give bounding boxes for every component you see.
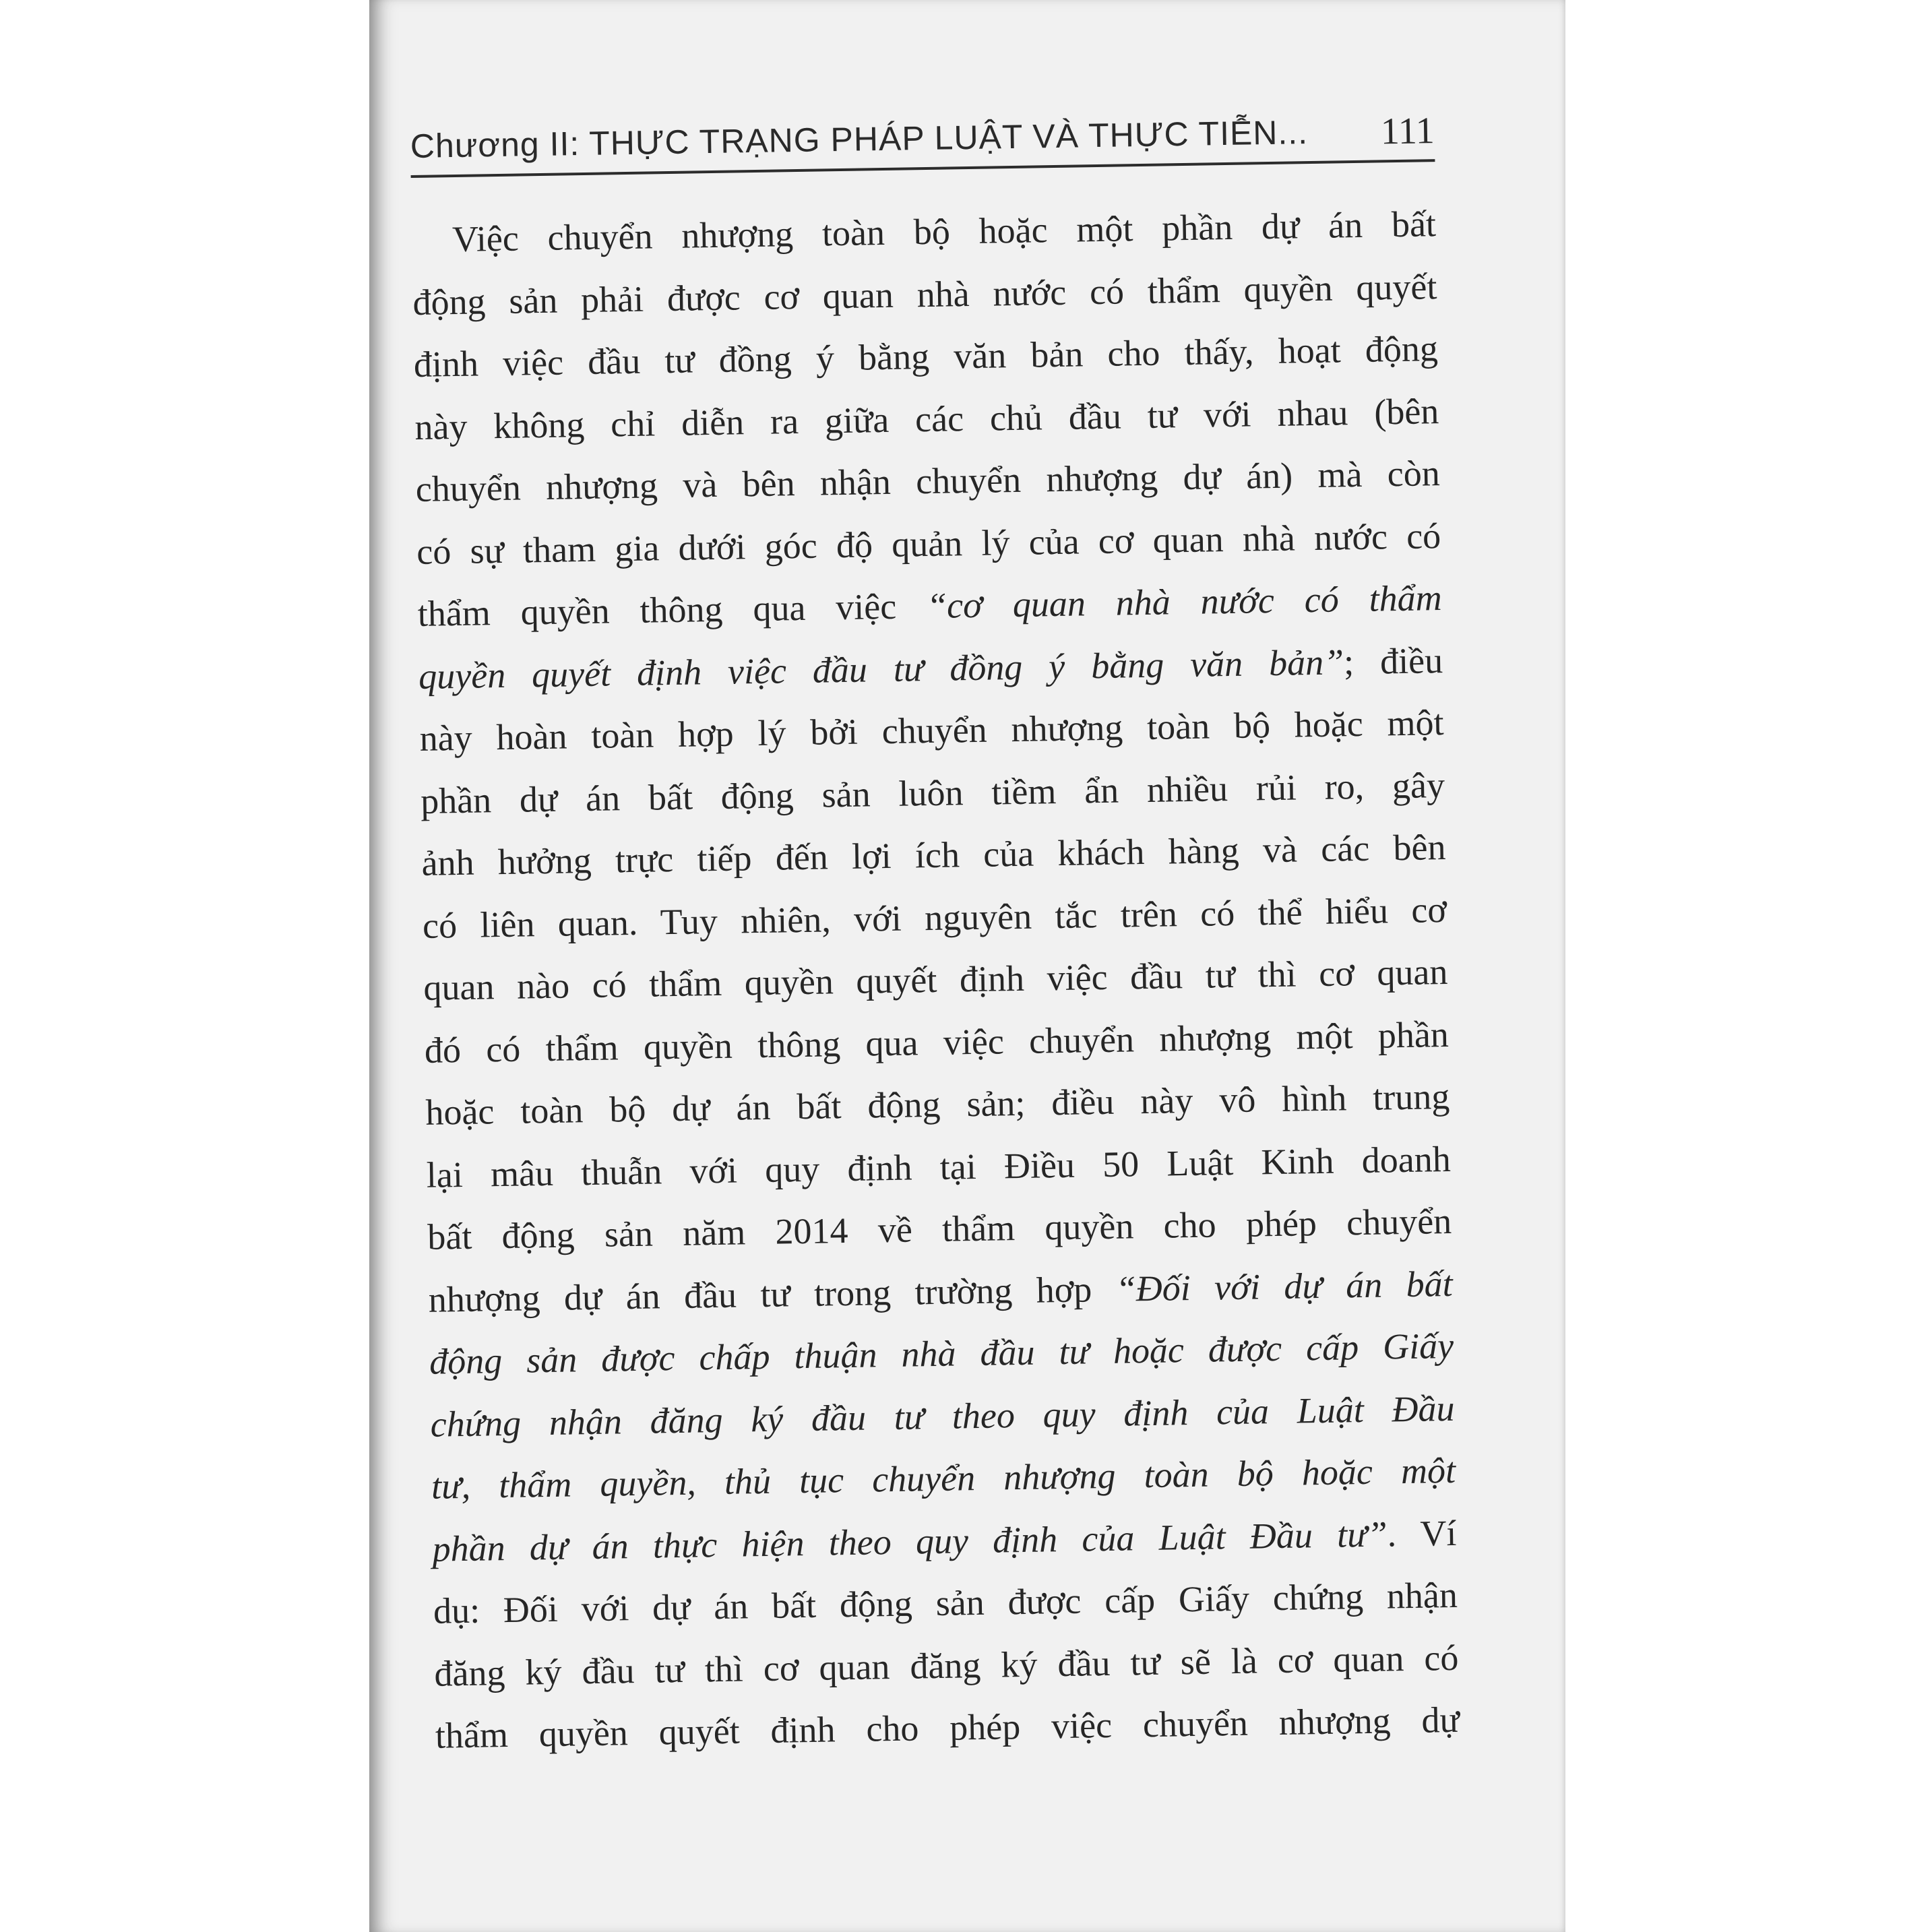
italic-quote-segment: phần dự án thực hiện theo quy định của Luật Đầu tư” xyxy=(432,1513,1388,1569)
text-segment: đăng ký đầu tư thì cơ quan đăng ký đầu tư sẽ là cơ quan có xyxy=(434,1637,1459,1694)
italic-quote-segment: “Đối với dự án bất xyxy=(1115,1263,1454,1309)
book-page xyxy=(369,0,1565,1932)
body-paragraph xyxy=(411,193,1460,1767)
text-segment: quan nào có thẩm quyền quyết định việc đầu tư thì cơ quan xyxy=(423,951,1448,1008)
text-segment: dụ: Đối với dự án bất động sản được cấp Giấy chứng nhận xyxy=(433,1574,1458,1631)
text-segment: định việc đầu tư đồng ý bằng văn bản cho thấy, hoạt động xyxy=(413,328,1439,385)
italic-quote-segment: động sản được chấp thuận nhà đầu tư hoặc được cấp Giấy xyxy=(429,1325,1454,1382)
text-segment: . Ví xyxy=(1387,1512,1457,1554)
text-segment: đó có thẩm quyền thông qua việc chuyển nhượng một phần xyxy=(424,1014,1450,1071)
text-segment: này không chỉ diễn ra giữa các chủ đầu tư với nhau (bên xyxy=(414,390,1439,447)
text-segment: động sản phải được cơ quan nhà nước có thẩm quyền quyết xyxy=(412,266,1437,323)
text-segment: có liên quan. Tuy nhiên, với nguyên tắc trên có thể hiểu cơ xyxy=(422,889,1447,946)
text-segment: Việc chuyển nhượng toàn bộ hoặc một phần dự án bất xyxy=(451,204,1437,260)
text-segment: ; điều xyxy=(1343,640,1443,682)
text-segment: thẩm quyền thông qua việc xyxy=(417,586,927,634)
page-number: 111 xyxy=(1380,110,1435,153)
italic-quote-segment: quyền quyết định việc đầu tư đồng ý bằng văn bản” xyxy=(418,641,1344,697)
text-segment: hoặc toàn bộ dự án bất động sản; điều này vô hình trung xyxy=(425,1076,1450,1133)
text-segment: bất động sản năm 2014 về thẩm quyền cho phép chuyển xyxy=(427,1200,1452,1257)
text-segment: ảnh hưởng trực tiếp đến lợi ích của khách hàng và các bên xyxy=(421,826,1446,883)
italic-quote-segment: tư, thẩm quyền, thủ tục chuyển nhượng toàn bộ hoặc một xyxy=(431,1450,1456,1507)
italic-quote-segment: chứng nhận đăng ký đầu tư theo quy định của Luật Đầu xyxy=(430,1388,1455,1445)
text-segment: phần dự án bất động sản luôn tiềm ẩn nhiều rủi ro, gây xyxy=(420,764,1445,821)
text-segment: lại mâu thuẫn với quy định tại Điều 50 Luật Kinh doanh xyxy=(426,1138,1452,1195)
italic-quote-segment: “cơ quan nhà nước có thẩm xyxy=(926,578,1443,627)
page-content xyxy=(410,92,1460,1767)
text-segment: nhượng dự án đầu tư trong trường hợp xyxy=(428,1268,1117,1320)
text-segment: có sự tham gia dưới góc độ quản lý của cơ quan nhà nước có xyxy=(416,515,1441,572)
running-title: Chương II: THỰC TRẠNG PHÁP LUẬT VÀ THỰC TIỄN... xyxy=(410,113,1309,165)
text-segment: thẩm quyền quyết định cho phép việc chuyển nhượng dự xyxy=(435,1699,1460,1756)
text-segment: chuyển nhượng và bên nhận chuyển nhượng dự án) mà còn xyxy=(415,453,1441,509)
text-segment: này hoàn toàn hợp lý bởi chuyển nhượng toàn bộ hoặc một xyxy=(419,702,1444,759)
running-header xyxy=(410,92,1435,178)
